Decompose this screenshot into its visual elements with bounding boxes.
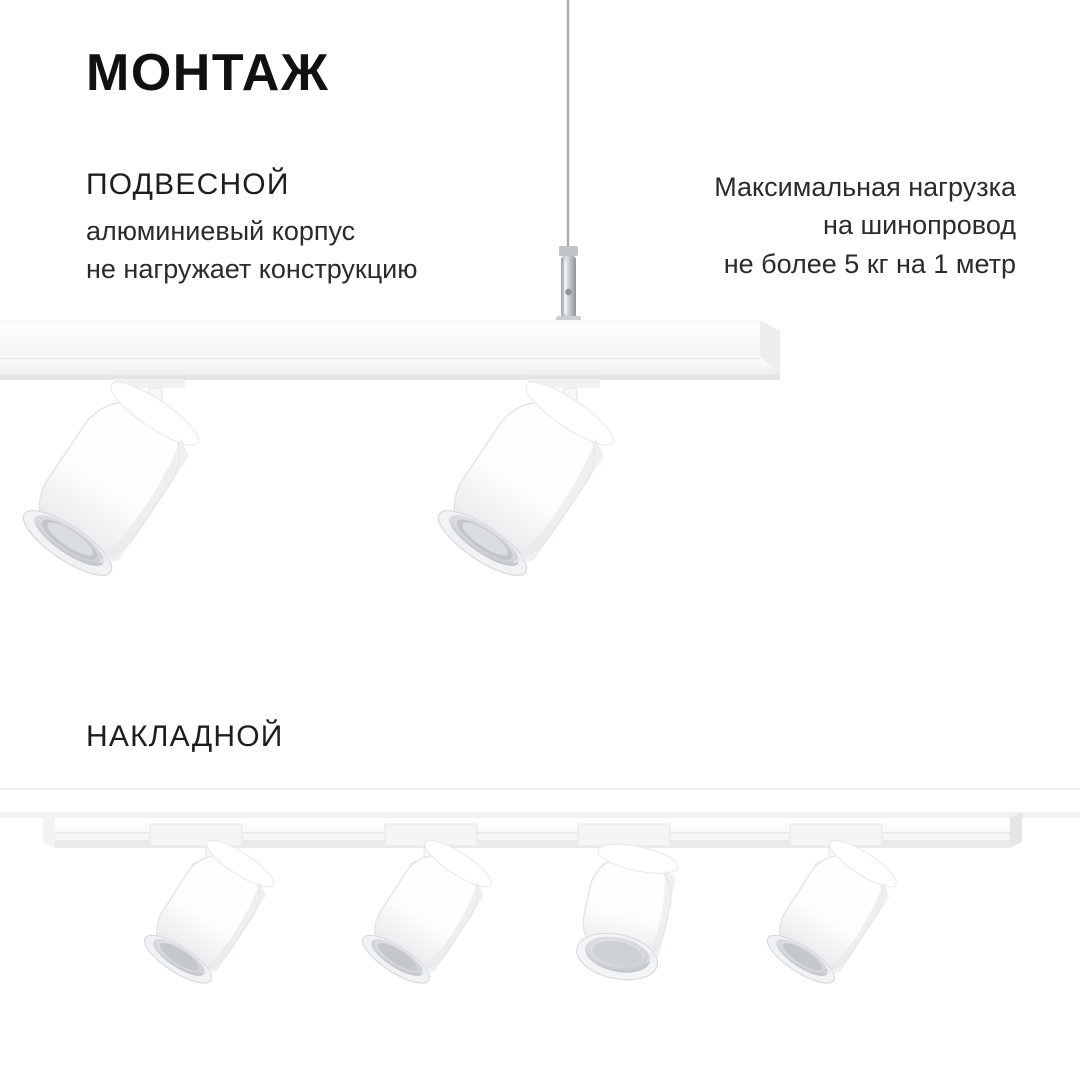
cable-connector [556, 246, 581, 328]
surface-track-adapters [150, 824, 882, 846]
surface-track-top [55, 818, 1010, 840]
pendant-track-top [0, 320, 760, 356]
max-load-note: Максимальная нагрузка на шинопровод не более 5 кг на 1 метр [714, 172, 1016, 279]
pendant-track-face [0, 356, 780, 375]
surface-spotlight-1 [138, 833, 279, 991]
pendant-track-endcap [760, 320, 780, 375]
pendant-description: алюминиевый корпус не нагружает конструкцию [86, 216, 418, 285]
ceiling-plane [0, 788, 1080, 812]
page-title: МОНТАЖ [86, 44, 330, 102]
surface-spotlight-2 [356, 833, 497, 991]
surface-track-face [55, 840, 1010, 848]
surface-track-assembly [0, 788, 1080, 992]
pendant-spotlight-2 [430, 373, 621, 586]
surface-spotlight-4 [761, 833, 902, 992]
pendant-spotlight-1 [15, 373, 206, 586]
surface-spotlight-3 [572, 839, 680, 987]
pendant-subtitle: ПОДВЕСНОЙ [86, 168, 290, 201]
surface-subtitle: НАКЛАДНОЙ [86, 720, 284, 753]
